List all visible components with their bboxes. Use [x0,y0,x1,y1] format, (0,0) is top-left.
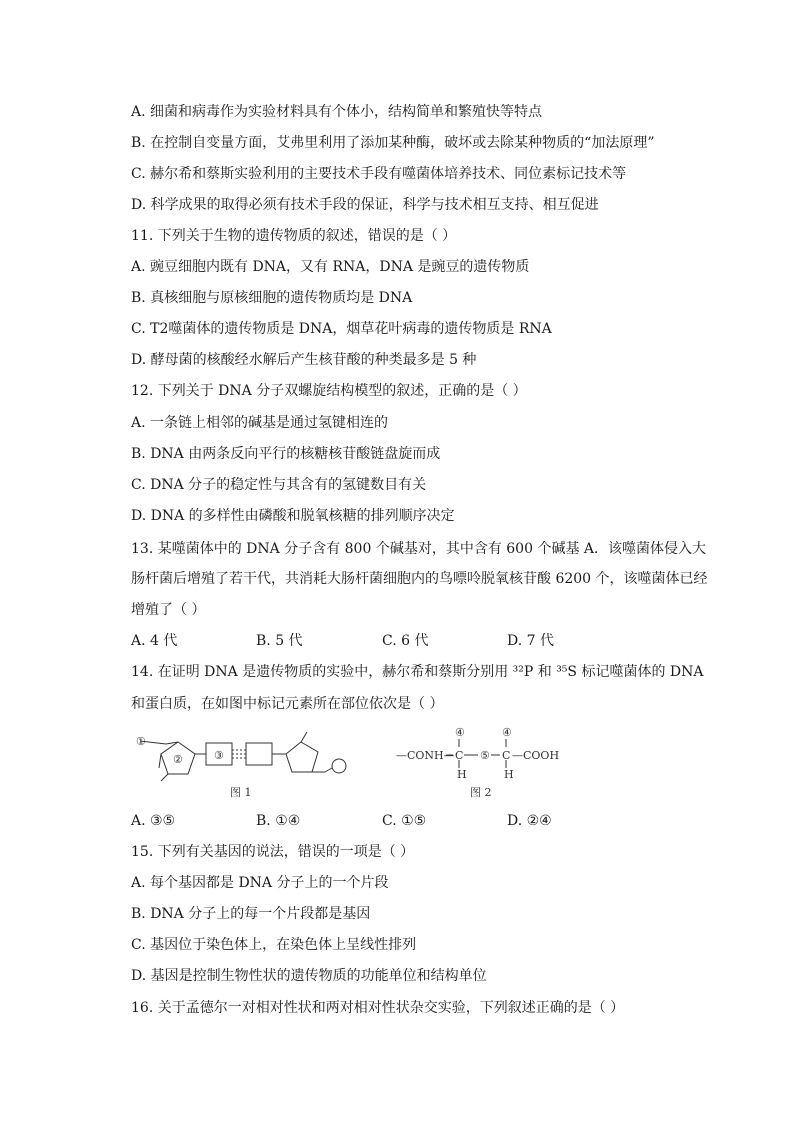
q13-stem-line2: 肠杆菌后增殖了若干代，共消耗大肠杆菌细胞内的鸟嘌呤脱氧核苷酸 6200 个，该噬菌体已经 [131,571,708,587]
q14-option-a: A. ③⑤ [131,813,176,829]
q12-option-c: C. DNA 分子的稳定性与其含有的氢键数目有关 [131,477,427,493]
q13-option-b: B. 5 代 [256,633,303,649]
q13-option-d: D. 7 代 [507,633,554,649]
q10-option-c: C. 赫尔希和蔡斯实验利用的主要技术手段有噬菌体培养技术、同位素标记技术等 [131,166,627,182]
q14-figure [130,724,580,806]
q11-option-b: B. 真核细胞与原核细胞的遗传物质均是 DNA [131,290,413,306]
q11-option-c: C. T2噬菌体的遗传物质是 DNA，烟草花叶病毒的遗传物质是 RNA [131,321,552,337]
q14-stem-line2: 和蛋白质，在如图中标记元素所在部位依次是（ ） [131,696,444,712]
q10-option-a: A. 细菌和病毒作为实验材料具有个体小，结构简单和繁殖快等特点 [131,104,543,120]
fig2-conh: —CONH— [396,749,455,762]
fig1-label-3: ③ [214,749,224,762]
fig2-label-4-left: ④ [455,726,465,739]
fig1-base-box-right [246,743,272,765]
q15-option-a: A. 每个基因都是 DNA 分子上的一个片段 [131,875,389,891]
q12-option-a: A. 一条链上相邻的碱基是通过氢键相连的 [131,415,389,431]
q12-stem: 12. 下列关于 DNA 分子双螺旋结构模型的叙述，正确的是（ ） [131,383,527,399]
q14-option-b: B. ①④ [256,813,301,829]
q16-stem: 16. 关于孟德尔一对相对性状和两对相对性状杂交实验，下列叙述正确的是（ ） [131,1000,625,1016]
q14-option-d: D. ②④ [507,813,552,829]
fig1-label-1: ① [136,735,146,748]
q13-option-c: C. 6 代 [382,633,429,649]
q13-stem-line3: 增殖了（ ） [131,602,206,618]
q10-option-d: D. 科学成果的取得必须有技术手段的保证，科学与技术相互支持、相互促进 [131,197,599,213]
fig1-caption: 图 1 [230,786,252,799]
q13-option-a: A. 4 代 [131,633,178,649]
q13-stem-line1: 13. 某噬菌体中的 DNA 分子含有 800 个碱基对，其中含有 600 个碱基 A．该噬菌体侵入大 [131,541,707,557]
q11-option-d: D. 酵母菌的核酸经水解后产生核苷酸的种类最多是 5 种 [131,352,477,368]
q12-option-b: B. DNA 由两条反向平行的核糖核苷酸链盘旋而成 [131,446,441,462]
q15-option-b: B. DNA 分子上的每一个片段都是基因 [131,906,371,922]
q12-option-d: D. DNA 的多样性由磷酸和脱氧核糖的排列顺序决定 [131,508,455,524]
fig2-carbon-2: C [502,749,511,762]
q11-option-a: A. 豌豆细胞内既有 DNA，又有 RNA，DNA 是豌豆的遗传物质 [131,259,530,275]
q15-option-c: C. 基因位于染色体上，在染色体上呈线性排列 [131,937,417,953]
q11-stem: 11. 下列关于生物的遗传物质的叙述，错误的是（ ） [131,228,457,244]
fig2-label-5: ⑤ [480,749,490,762]
fig2-carbon-1: C [455,749,464,762]
fig1-label-2: ② [173,753,183,766]
fig2-cooh: —COOH [512,749,560,762]
q10-option-b: B. 在控制自变量方面，艾弗里利用了添加某种酶，破坏或去除某种物质的“加法原理” [131,135,655,151]
fig1-phosphate-circle [332,759,346,773]
q15-stem: 15. 下列有关基因的说法，错误的一项是（ ） [131,844,415,860]
fig2-h-left: H [457,768,467,781]
q14-stem-line1: 14. 在证明 DNA 是遗传物质的实验中，赫尔希和蔡斯分别用 ³²P 和 ³⁵S 标记噬菌体的 DNA [131,664,704,680]
fig1-sugar-pentagon-right [286,742,318,772]
fig2-caption: 图 2 [470,786,492,799]
fig2-label-4-right: ④ [502,726,512,739]
q15-option-d: D. 基因是控制生物性状的遗传物质的功能单位和结构单位 [131,968,487,984]
fig2-h-right: H [504,768,514,781]
q14-option-c: C. ①⑤ [382,813,427,829]
